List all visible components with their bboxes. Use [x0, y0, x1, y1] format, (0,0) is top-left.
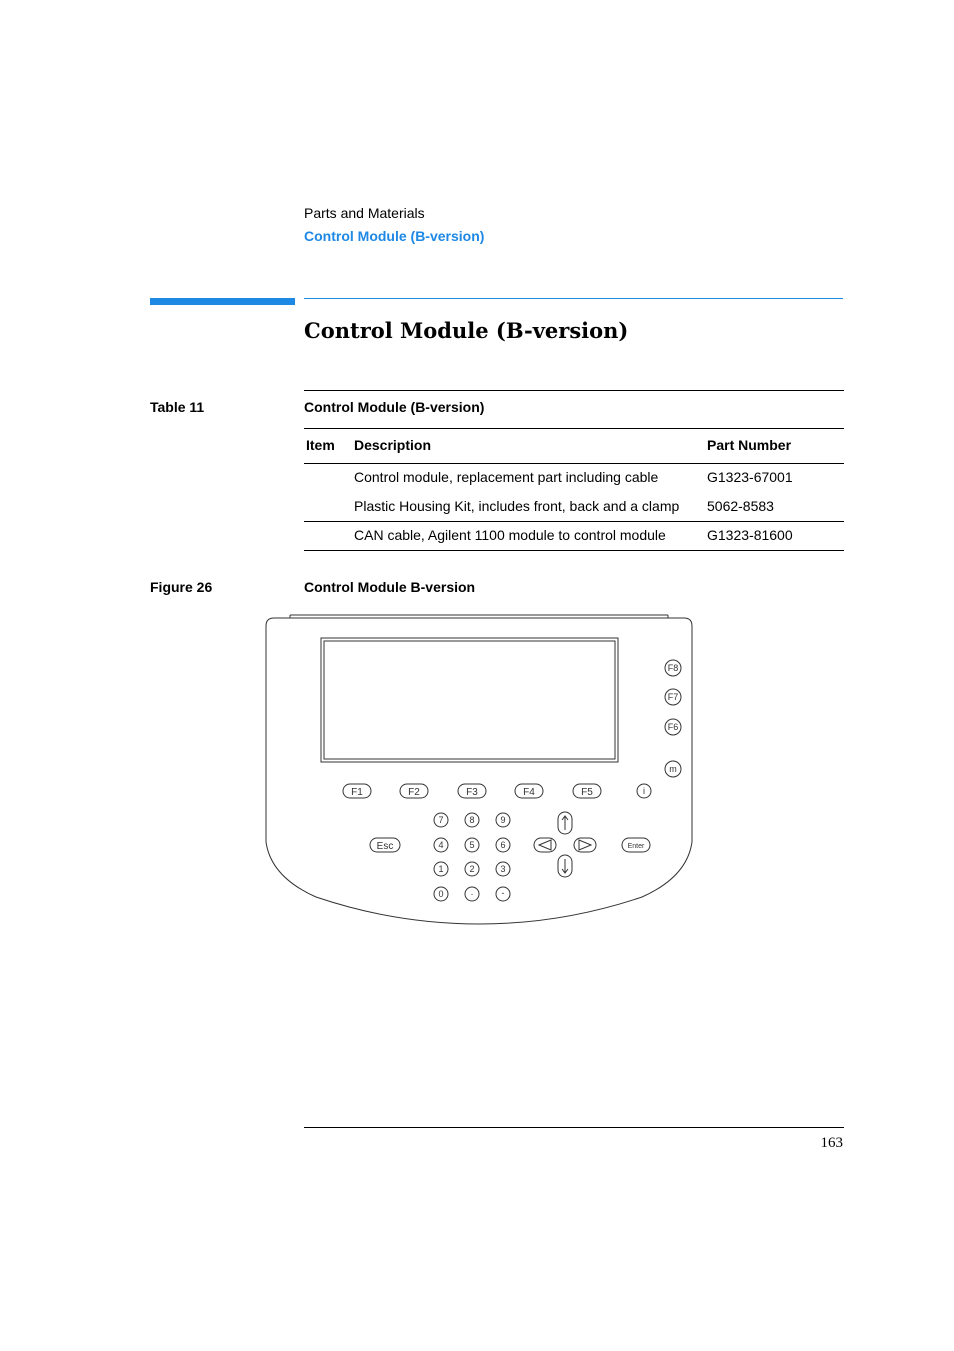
key-8-label: 8 [469, 815, 475, 825]
key-f4 [515, 784, 543, 798]
left-arrow-icon [539, 840, 551, 850]
key-arrow-down [558, 855, 572, 877]
running-header-section: Parts and Materials [304, 205, 425, 221]
key-f1 [343, 784, 371, 798]
key-m-label: m [669, 764, 677, 774]
key-f8-label: F8 [667, 663, 679, 673]
key-f2 [400, 784, 428, 798]
key-7-label: 7 [438, 815, 444, 825]
page-number: 163 [820, 1135, 843, 1151]
key-9-label: 9 [500, 815, 506, 825]
table-row-part-number: G1323-81600 [707, 527, 793, 543]
key-info [637, 784, 651, 798]
display-screen [324, 641, 615, 759]
table-row-part-number: G1323-67001 [707, 469, 793, 485]
key-minus-label: - [501, 888, 505, 898]
column-header-description: Description [354, 437, 432, 453]
numeric-keypad [434, 813, 510, 901]
key-esc [370, 838, 400, 852]
key-4 [434, 838, 448, 852]
key-4-label: 4 [438, 840, 444, 850]
key-f5-label: F5 [581, 787, 593, 798]
section-marker-bar [150, 298, 295, 305]
table-row-description: Plastic Housing Kit, includes front, back and a clamp [354, 498, 680, 514]
key-1 [434, 862, 448, 876]
key-1-label: 1 [438, 864, 444, 874]
key-2 [465, 862, 479, 876]
key-arrow-left [534, 838, 556, 852]
key-f2-label: F2 [408, 787, 420, 798]
key-6 [496, 838, 510, 852]
figure-caption: Control Module B-version [304, 579, 476, 595]
key-minus [496, 887, 510, 901]
column-header-item: Item [306, 437, 335, 453]
key-5-label: 5 [469, 840, 475, 850]
key-decimal-label: . [470, 887, 474, 897]
figure-label: Figure 26 [150, 579, 213, 595]
key-2-label: 2 [469, 864, 475, 874]
key-f6-label: F6 [667, 722, 679, 732]
key-9 [496, 813, 510, 827]
key-decimal [465, 887, 479, 901]
key-f3 [458, 784, 486, 798]
key-f1-label: F1 [351, 787, 363, 798]
arrow-keys [534, 812, 596, 877]
table-row-description: Control module, replacement part including cable [354, 469, 659, 485]
right-arrow-icon [579, 840, 591, 850]
table-top-rule [304, 390, 844, 391]
key-f7 [665, 689, 681, 705]
key-m [665, 761, 681, 777]
section-rule [304, 298, 843, 299]
key-7 [434, 813, 448, 827]
control-module-drawing [262, 612, 696, 928]
key-3-label: 3 [500, 864, 506, 874]
housing-outline [266, 618, 692, 924]
running-header-subsection: Control Module (B-version) [304, 228, 485, 244]
side-keys [665, 660, 681, 777]
key-8 [465, 813, 479, 827]
key-enter-label: Enter [627, 843, 645, 850]
key-f3-label: F3 [466, 787, 478, 798]
table-caption-rule [304, 428, 844, 429]
table-label: Table 11 [150, 399, 205, 415]
key-arrow-right [574, 838, 596, 852]
key-f8 [665, 660, 681, 676]
key-f5 [573, 784, 601, 798]
table-row-part-number: 5062-8583 [707, 498, 774, 514]
key-6-label: 6 [500, 840, 506, 850]
key-f4-label: F4 [523, 787, 535, 798]
function-keys [343, 784, 651, 798]
page-title: Control Module (B-version) [304, 318, 629, 343]
key-0-label: 0 [438, 889, 444, 899]
key-arrow-up [558, 812, 572, 834]
table-row-description: CAN cable, Agilent 1100 module to control module [354, 527, 666, 543]
table-header-rule [304, 463, 844, 464]
table-row-rule [304, 521, 844, 522]
key-enter [622, 838, 650, 852]
key-f6 [665, 719, 681, 735]
key-esc-label: Esc [376, 841, 394, 852]
key-f7-label: F7 [667, 692, 679, 702]
table-bottom-rule [304, 550, 844, 551]
display-bezel [321, 638, 618, 762]
column-header-part-number: Part Number [707, 437, 792, 453]
key-0 [434, 887, 448, 901]
table-caption: Control Module (B-version) [304, 399, 485, 415]
key-info-label: i [643, 786, 645, 796]
footer-rule [304, 1127, 844, 1128]
key-5 [465, 838, 479, 852]
key-3 [496, 862, 510, 876]
